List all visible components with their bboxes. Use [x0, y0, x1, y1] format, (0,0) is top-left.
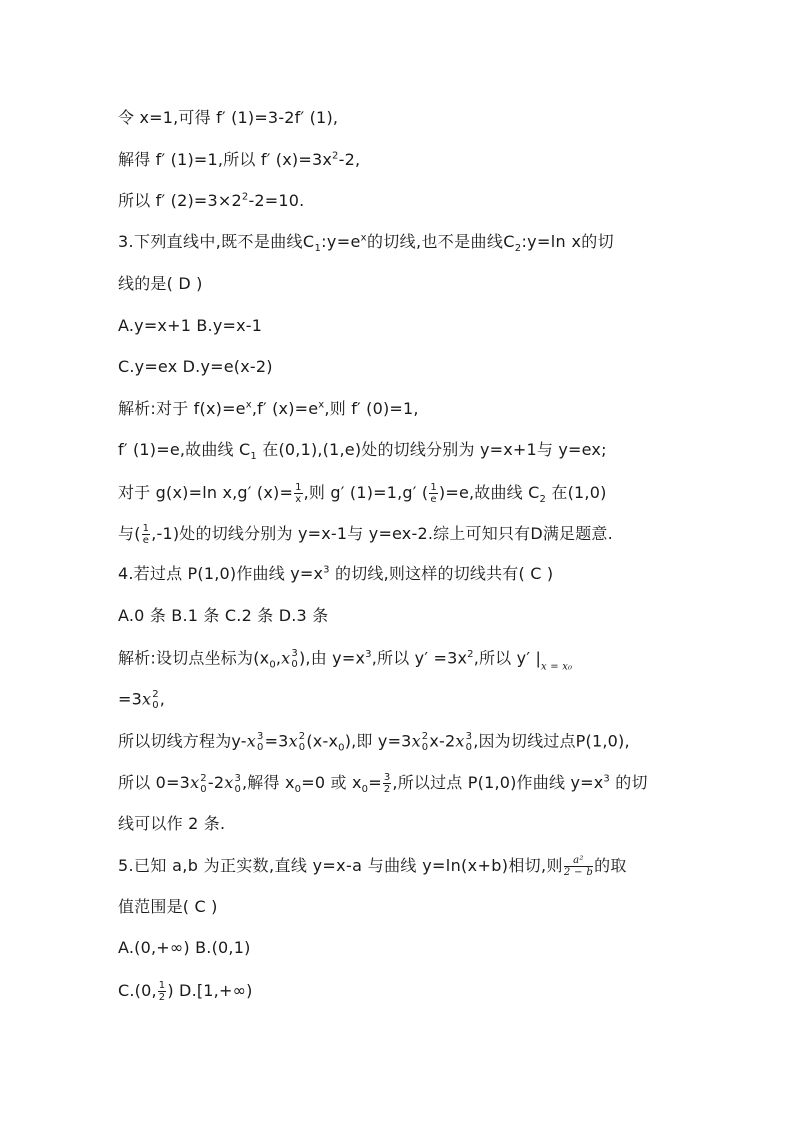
text-line-1	[118, 108, 338, 128]
math-variable: x	[288, 731, 298, 751]
fraction-numerator: a²	[564, 855, 593, 867]
superscript: x	[360, 232, 367, 244]
text-run: 线的是( D )	[118, 274, 203, 293]
text-run: 3.下列直线中,既不是曲线C	[118, 232, 315, 251]
superscript: 2	[467, 649, 474, 661]
text-run: f′ (1)=e,故曲线 C	[118, 440, 251, 459]
sup-sub-script	[234, 773, 241, 795]
fraction-denominator: 2	[383, 784, 391, 795]
exponent: 2	[152, 689, 159, 700]
text-run: 对于 g(x)=ln x,g′ (x)=	[118, 483, 294, 502]
fraction	[142, 523, 151, 546]
fraction-denominator: 2 − b	[563, 867, 594, 878]
superscript: x	[245, 399, 252, 411]
index: 0	[200, 783, 207, 795]
text-run: =3	[118, 689, 142, 709]
sup-sub-script	[422, 731, 429, 753]
text-run: 在(1,0)	[546, 483, 607, 502]
subscript: 2	[514, 243, 522, 255]
text-run: 的切线,也不是曲线C	[366, 232, 515, 251]
math-variable: x	[142, 689, 152, 709]
fraction-denominator: x	[295, 494, 302, 505]
text-run: ,则 f′ (0)=1,	[324, 399, 419, 418]
subscript: 2	[539, 494, 547, 506]
index: 0	[421, 742, 429, 753]
text-run: 值范围是( C )	[118, 897, 218, 916]
index: 0	[152, 700, 159, 711]
superscript: 3	[365, 649, 372, 661]
exponent: 2	[421, 731, 429, 742]
text-run: (x-x	[306, 731, 339, 751]
fraction	[294, 482, 303, 505]
question-4-solution-line-1	[118, 648, 572, 678]
question-3-solution-line-4	[118, 523, 613, 546]
sup-sub-script	[200, 773, 207, 795]
text-run: -2,	[338, 150, 361, 169]
question-4-solution-line-3	[118, 731, 630, 753]
question-4-options	[118, 606, 328, 626]
index: 0	[257, 742, 264, 753]
text-line-3	[118, 191, 304, 211]
subscript: 0	[269, 659, 276, 671]
exponent: 3	[257, 731, 264, 742]
question-4-solution-line-2	[118, 689, 165, 711]
text-run: 所以 f′ (2)=3×2	[118, 191, 242, 210]
exponent: 3	[234, 772, 242, 784]
fraction-numerator: 1	[158, 980, 166, 991]
text-run: ,解得 x	[242, 773, 295, 792]
question-3-solution-line-1	[118, 399, 419, 419]
text-run: :y=ln x的切	[521, 232, 614, 251]
fraction-denominator: 2	[158, 992, 166, 1003]
text-run: -2	[207, 773, 225, 792]
text-run: -2=10.	[248, 191, 305, 210]
question-3-options-ab	[118, 316, 262, 336]
question-3-solution-line-2	[118, 440, 607, 463]
subscript: 0	[338, 742, 345, 754]
math-variable: x	[190, 773, 200, 792]
superscript: 3	[323, 564, 330, 576]
question-5-stem-line-2	[118, 897, 218, 917]
text-run: ),由 y=x	[298, 648, 366, 668]
text-run: 的切线,则这样的切线共有( C )	[329, 564, 554, 583]
question-4-solution-line-5	[118, 814, 225, 834]
text-run: ,则 g′ (1)=1,g′ (	[303, 483, 429, 502]
fraction	[158, 980, 167, 1003]
text-run: 在(0,1),(1,e)处的切线分别为 y=x+1与 y=ex;	[256, 440, 607, 459]
text-run: 解析:设切点坐标为(x	[118, 648, 270, 668]
subscript: 0	[361, 784, 369, 796]
text-run: ,	[159, 689, 166, 709]
math-variable: x	[281, 648, 291, 668]
math-variable: x	[411, 731, 421, 751]
question-4-stem	[118, 564, 553, 584]
text-run: 的切	[609, 773, 648, 792]
text-run: =0 或 x	[301, 773, 362, 792]
fraction-numerator: 1	[295, 482, 302, 493]
sup-sub-script	[291, 648, 298, 670]
sup-sub-script	[152, 689, 159, 711]
text-run: 线可以作 2 条.	[118, 814, 226, 833]
text-run: 与(	[118, 524, 141, 543]
superscript: 2	[241, 191, 249, 203]
index: 0	[465, 742, 473, 753]
subscript: 1	[250, 451, 257, 463]
superscript: 3	[603, 773, 610, 785]
text-run: A.y=x+1 B.y=x-1	[118, 316, 263, 335]
math-variable: x	[246, 731, 256, 751]
superscript: x	[318, 399, 325, 411]
sup-sub-script	[299, 731, 306, 753]
text-run: ,所以过点 P(1,0)作曲线 y=x	[392, 773, 604, 792]
text-run: 解得 f′ (1)=1,所以 f′ (x)=3x	[118, 150, 333, 169]
text-run: ,所以 y′ |	[473, 648, 542, 668]
fraction-denominator: e	[142, 535, 150, 546]
text-run: ),即 y=3	[344, 731, 412, 751]
math-variable: x	[455, 731, 465, 751]
sup-sub-script	[257, 731, 264, 753]
text-run: ,	[275, 648, 282, 668]
text-run: 所以 0=3	[118, 773, 191, 792]
fraction	[429, 482, 438, 505]
fraction	[564, 855, 593, 878]
index: 0	[291, 659, 298, 670]
text-run: 令 x=1,可得 f′ (1)=3-2f′ (1),	[118, 108, 339, 127]
question-5-stem-line-1	[118, 855, 627, 878]
fraction-numerator: 3	[383, 772, 391, 783]
text-run: 所以切线方程为y-	[118, 731, 247, 751]
question-3-solution-line-3	[118, 482, 607, 505]
text-run: C.y=ex D.y=e(x-2)	[118, 357, 273, 376]
text-run: =	[368, 773, 382, 792]
question-5-options-ab	[118, 938, 251, 958]
question-4-solution-line-4	[118, 772, 648, 795]
superscript: 2	[332, 150, 339, 162]
text-run: ,所以 y′ =3x	[371, 648, 468, 668]
question-3-options-cd	[118, 357, 273, 377]
index: 0	[234, 783, 242, 795]
exponent: 2	[298, 731, 306, 742]
subscript: 1	[314, 243, 322, 255]
text-run: ,-1)处的切线分别为 y=x-1与 y=ex-2.综上可知只有D满足题意.	[151, 524, 613, 543]
subscript: 0	[294, 784, 302, 796]
text-run: :y=e	[321, 232, 361, 251]
question-3-stem-line-1	[118, 232, 614, 255]
exponent: 2	[200, 772, 207, 784]
text-run: A.0 条 B.1 条 C.2 条 D.3 条	[118, 606, 329, 625]
text-run: A.(0,+∞) B.(0,1)	[118, 938, 251, 957]
exponent: 3	[291, 648, 298, 659]
text-run: ,因为切线过点P(1,0),	[473, 731, 630, 751]
question-3-stem-line-2	[118, 274, 203, 294]
exponent: 3	[465, 731, 473, 742]
text-run: C.(0,	[118, 981, 157, 1000]
text-run: x-2	[429, 731, 456, 751]
text-run: 4.若过点 P(1,0)作曲线 y=x	[118, 564, 324, 583]
index: 0	[298, 742, 306, 753]
text-run: 解析:对于 f(x)=e	[118, 399, 246, 418]
text-run: ,f′ (x)=e	[251, 399, 319, 418]
text-run: 5.已知 a,b 为正实数,直线 y=x-a 与曲线 y=ln(x+b)相切,则	[118, 856, 563, 875]
text-line-2	[118, 150, 360, 170]
fraction-numerator: 1	[430, 482, 437, 493]
question-5-options-cd	[118, 980, 253, 1003]
fraction	[383, 772, 392, 795]
text-run: )=e,故曲线 C	[438, 483, 540, 502]
fraction-numerator: 1	[142, 523, 150, 534]
text-run: ) D.[1,+∞)	[167, 981, 253, 1000]
evaluation-subscript: x = x₀	[541, 661, 573, 673]
text-run: 的取	[594, 856, 627, 875]
math-variable: x	[224, 773, 234, 792]
fraction-denominator: e	[430, 494, 437, 505]
sup-sub-script	[466, 731, 473, 753]
text-run: =3	[264, 731, 289, 751]
